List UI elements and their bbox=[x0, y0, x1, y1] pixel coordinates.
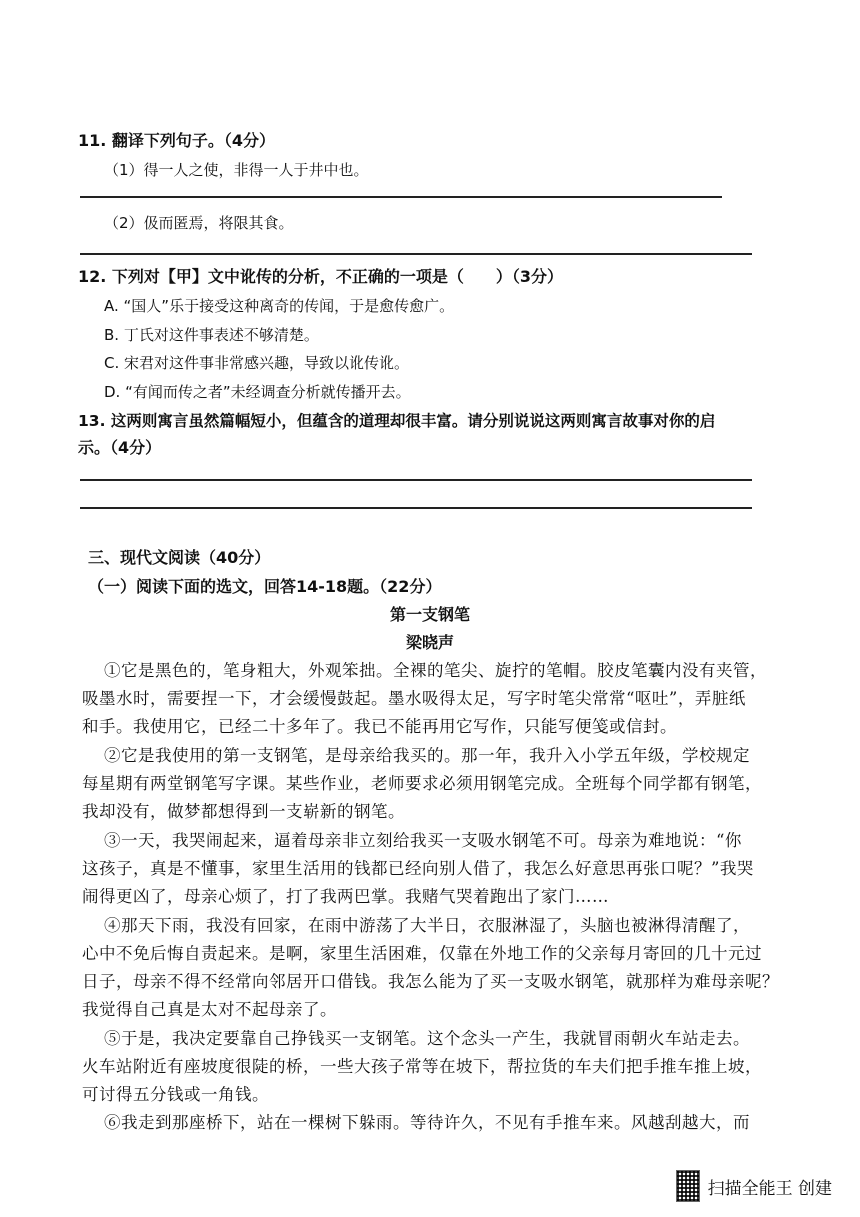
q12-option-d: D. “有闻而传之者”未经调查分析就传播开去。 bbox=[104, 383, 411, 401]
q12-title: 12. 下列对【甲】文中讹传的分析，不正确的一项是（ ）（3分） bbox=[78, 267, 564, 286]
q13-line-1: 13. 这两则寓言虽然篇幅短小，但蕴含的道理却很丰富。请分别说说这两则寓言故事对你的启 bbox=[78, 412, 716, 430]
q11-title: 11. 翻译下列句子。（4分） bbox=[78, 131, 276, 150]
article-line: ⑥我走到那座桥下，站在一棵树下躲雨。等待许久，不见有手推车来。风越刮越大，而 bbox=[104, 1113, 750, 1132]
article-line: 可讨得五分钱或一角钱。 bbox=[82, 1085, 269, 1104]
section-heading: 三、现代文阅读（40分） bbox=[88, 548, 271, 567]
answer-line-4 bbox=[80, 507, 752, 509]
article-line: 吸墨水时，需要捏一下，才会缓慢鼓起。墨水吸得太足，写字时笔尖常常“呕吐”，弄脏纸 bbox=[82, 689, 746, 708]
article-line: 每星期有两堂钢笔写字课。某些作业，老师要求必须用钢笔完成。全班每个同学都有钢笔， bbox=[82, 774, 762, 793]
article-line: 和手。我使用它，已经二十多年了。我已不能再用它写作，只能写便笺或信封。 bbox=[82, 717, 677, 736]
article-line: 闹得更凶了，母亲心烦了，打了我两巴掌。我赌气哭着跑出了家门…… bbox=[82, 887, 609, 906]
q12-option-c: C. 宋君对这件事非常感兴趣，导致以讹传讹。 bbox=[104, 354, 410, 372]
article-line: ③一天，我哭闹起来，逼着母亲非立刻给我买一支吸水钢笔不可。母亲为难地说：“你 bbox=[104, 831, 742, 850]
article-line: 火车站附近有座坡度很陡的桥，一些大孩子常等在坡下，帮拉货的车夫们把手推车推上坡， bbox=[82, 1057, 762, 1076]
answer-line-1 bbox=[80, 196, 722, 198]
article-line: 日子，母亲不得不经常向邻居开口借钱。我怎么能为了买一支吸水钢笔，就那样为难母亲呢？ bbox=[82, 972, 779, 991]
article-line: ②它是我使用的第一支钢笔，是母亲给我买的。那一年，我升入小学五年级，学校规定 bbox=[104, 746, 750, 765]
scanner-watermark bbox=[676, 1170, 832, 1202]
article-line: 这孩子，真是不懂事，家里生活用的钱都已经向别人借了，我怎么好意思再张口呢？”我哭 bbox=[82, 859, 754, 878]
qr-code-icon bbox=[676, 1170, 700, 1202]
article-line: ①它是黑色的，笔身粗大，外观笨拙。全裸的笔尖、旋拧的笔帽。胶皮笔囊内没有夹管， bbox=[104, 661, 767, 680]
answer-line-2 bbox=[80, 253, 752, 255]
q12-option-a: A. “国人”乐于接受这种离奇的传闻，于是愈传愈广。 bbox=[104, 297, 455, 315]
q11-sentence-2: （2）伋而匿焉，将限其食。 bbox=[104, 214, 294, 232]
section-subheading: （一）阅读下面的选文，回答14-18题。（22分） bbox=[88, 577, 442, 596]
answer-line-3 bbox=[80, 479, 752, 481]
article-line: ④那天下雨，我没有回家，在雨中游荡了大半日，衣服淋湿了，头脑也被淋得清醒了， bbox=[104, 916, 750, 935]
q12-option-b: B. 丁氏对这件事表述不够清楚。 bbox=[104, 326, 319, 344]
article-line: ⑤于是，我决定要靠自己挣钱买一支钢笔。这个念头一产生，我就冒雨朝火车站走去。 bbox=[104, 1029, 750, 1048]
article-author: 梁晓声 bbox=[405, 633, 454, 652]
watermark-text: 扫描全能王 创建 bbox=[707, 1178, 832, 1199]
article-title: 第一支钢笔 bbox=[389, 605, 470, 624]
q11-sentence-1: （1）得一人之使，非得一人于井中也。 bbox=[104, 161, 369, 179]
q13-line-2: 示。（4分） bbox=[78, 438, 162, 457]
article-line: 心中不免后悔自责起来。是啊，家里生活困难，仅靠在外地工作的父亲每月寄回的几十元过 bbox=[82, 944, 762, 963]
article-line: 我觉得自己真是太对不起母亲了。 bbox=[82, 1000, 337, 1019]
article-line: 我却没有，做梦都想得到一支崭新的钢笔。 bbox=[82, 802, 405, 821]
